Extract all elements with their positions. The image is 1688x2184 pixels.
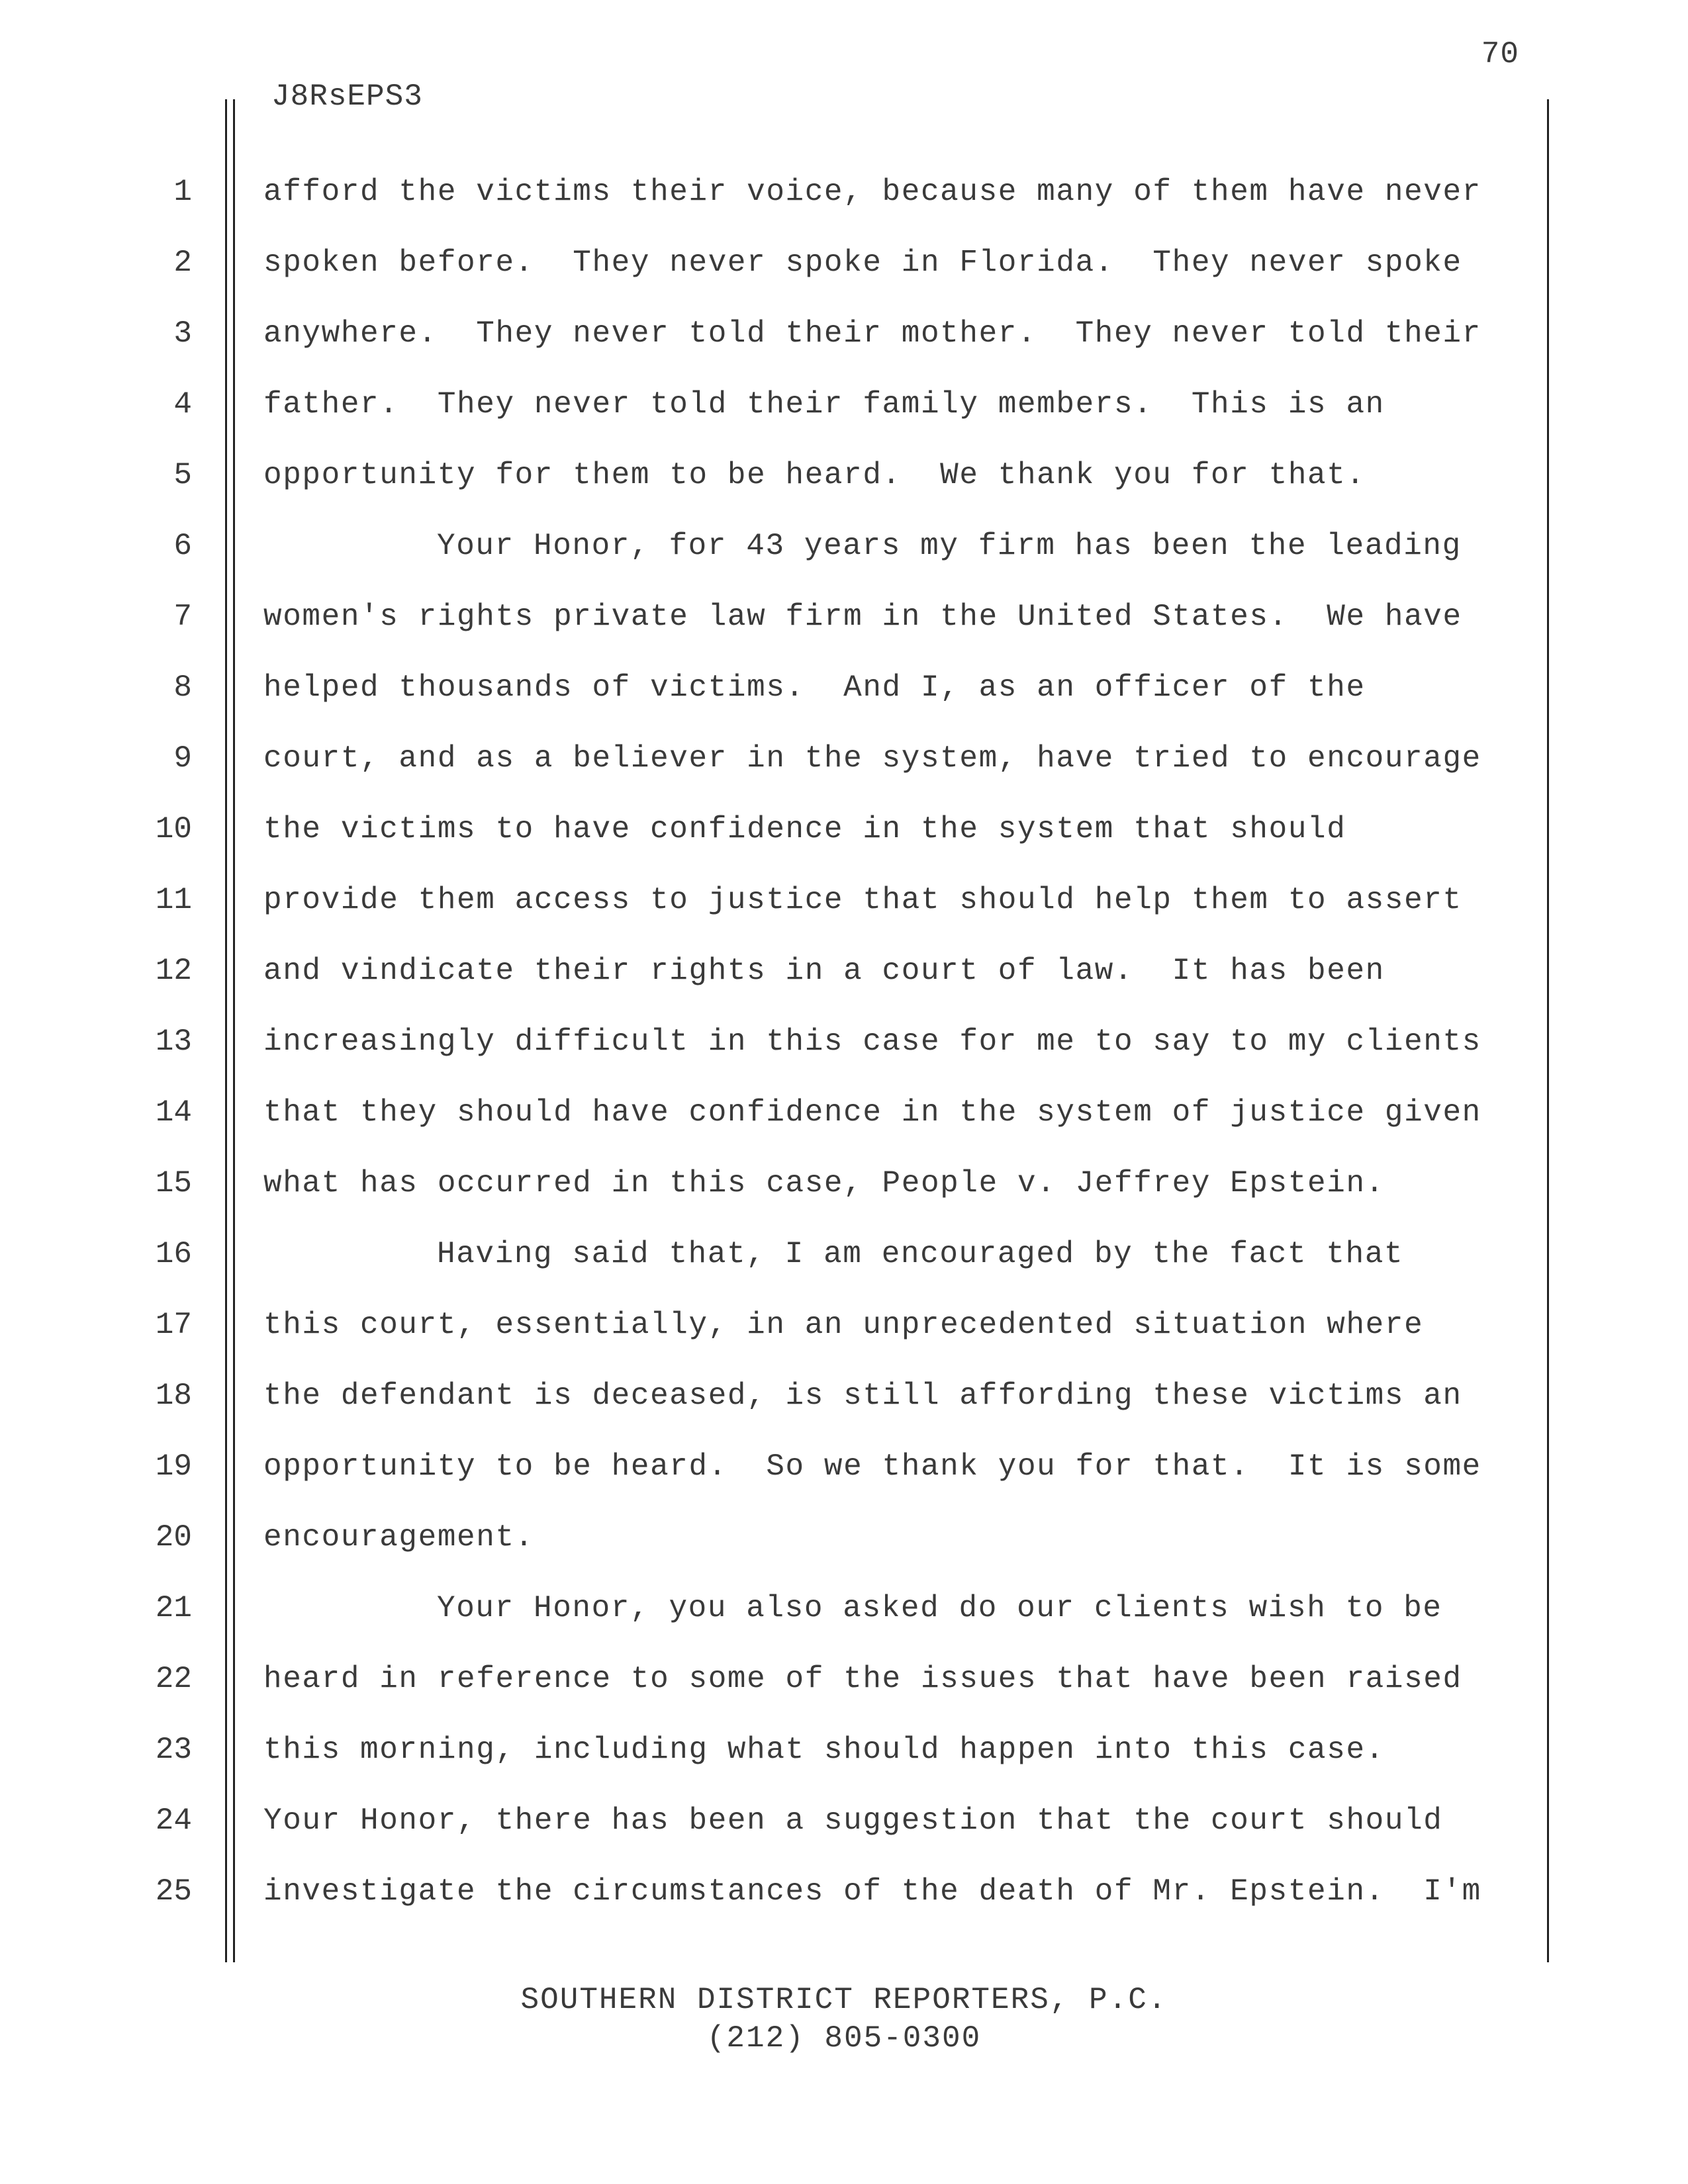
- transcript-line: the victims to have confidence in the system that should: [263, 812, 1346, 846]
- transcript-line: afford the victims their voice, because many of them have never: [263, 175, 1481, 209]
- transcript-line: opportunity for them to be heard. We thank you for that.: [263, 458, 1366, 492]
- transcript-line: increasingly difficult in this case for me to say to my clients: [263, 1024, 1481, 1059]
- line-number: 15: [155, 1166, 192, 1201]
- line-number: 20: [155, 1520, 192, 1555]
- line-number: 13: [155, 1024, 192, 1059]
- line-number: 23: [155, 1733, 192, 1767]
- line-number: 11: [155, 883, 192, 917]
- left-margin-rule: [225, 99, 227, 1962]
- transcript-line: the defendant is deceased, is still affording these victims an: [263, 1379, 1462, 1413]
- transcript-line: and vindicate their rights in a court of law. It has been: [263, 954, 1385, 988]
- transcript-line: court, and as a believer in the system, have tried to encourage: [263, 741, 1481, 776]
- line-number: 22: [155, 1662, 192, 1696]
- transcript-line: this court, essentially, in an unprecedented situation where: [263, 1308, 1424, 1342]
- case-id: J8RsEPS3: [271, 79, 423, 114]
- line-number: 5: [173, 458, 192, 492]
- transcript-line: this morning, including what should happen into this case.: [263, 1733, 1385, 1767]
- line-number: 24: [155, 1803, 192, 1838]
- line-number: 3: [173, 316, 192, 351]
- line-number: 21: [155, 1591, 192, 1625]
- transcript-line: provide them access to justice that should help them to assert: [263, 883, 1462, 917]
- right-margin-rule: [1547, 99, 1549, 1962]
- line-number: 1: [173, 175, 192, 209]
- transcript-line: helped thousands of victims. And I, as an officer of the: [263, 670, 1366, 705]
- transcript-line: what has occurred in this case, People v. Jeffrey Epstein.: [263, 1166, 1385, 1201]
- transcript-line: opportunity to be heard. So we thank you for that. It is some: [263, 1449, 1481, 1484]
- transcript-line: Your Honor, you also asked do our clients wish to be: [437, 1591, 1442, 1625]
- line-number: 7: [173, 600, 192, 634]
- transcript-line: encouragement.: [263, 1520, 534, 1555]
- transcript-line: father. They never told their family members. This is an: [263, 387, 1385, 422]
- line-number: 18: [155, 1379, 192, 1413]
- line-number: 8: [173, 670, 192, 705]
- line-number: 6: [173, 529, 192, 563]
- transcript-line: Your Honor, for 43 years my firm has been the leading: [437, 529, 1462, 563]
- footer-phone: (212) 805-0300: [706, 2021, 982, 2056]
- transcript-line: Your Honor, there has been a suggestion that the court should: [263, 1803, 1443, 1838]
- line-number: 16: [155, 1237, 192, 1271]
- line-number: 2: [173, 246, 192, 280]
- left-margin-rule-inner: [233, 99, 235, 1962]
- line-number: 25: [155, 1874, 192, 1909]
- transcript-line: spoken before. They never spoke in Florida. They never spoke: [263, 246, 1462, 280]
- transcript-line: investigate the circumstances of the death of Mr. Epstein. I'm: [263, 1874, 1481, 1909]
- line-number: 4: [173, 387, 192, 422]
- transcript-line: women's rights private law firm in the United States. We have: [263, 600, 1462, 634]
- line-number: 12: [155, 954, 192, 988]
- transcript-line: anywhere. They never told their mother. They never told their: [263, 316, 1481, 351]
- footer-reporter-name: SOUTHERN DISTRICT REPORTERS, P.C.: [520, 1983, 1168, 2017]
- transcript-line: heard in reference to some of the issues that have been raised: [263, 1662, 1462, 1696]
- line-number: 17: [155, 1308, 192, 1342]
- line-number: 9: [173, 741, 192, 776]
- transcript-line: Having said that, I am encouraged by the fact that: [437, 1237, 1404, 1271]
- page-number: 70: [1481, 37, 1519, 71]
- transcript-line: that they should have confidence in the system of justice given: [263, 1095, 1481, 1130]
- line-number: 14: [155, 1095, 192, 1130]
- line-number: 19: [155, 1449, 192, 1484]
- line-number: 10: [155, 812, 192, 846]
